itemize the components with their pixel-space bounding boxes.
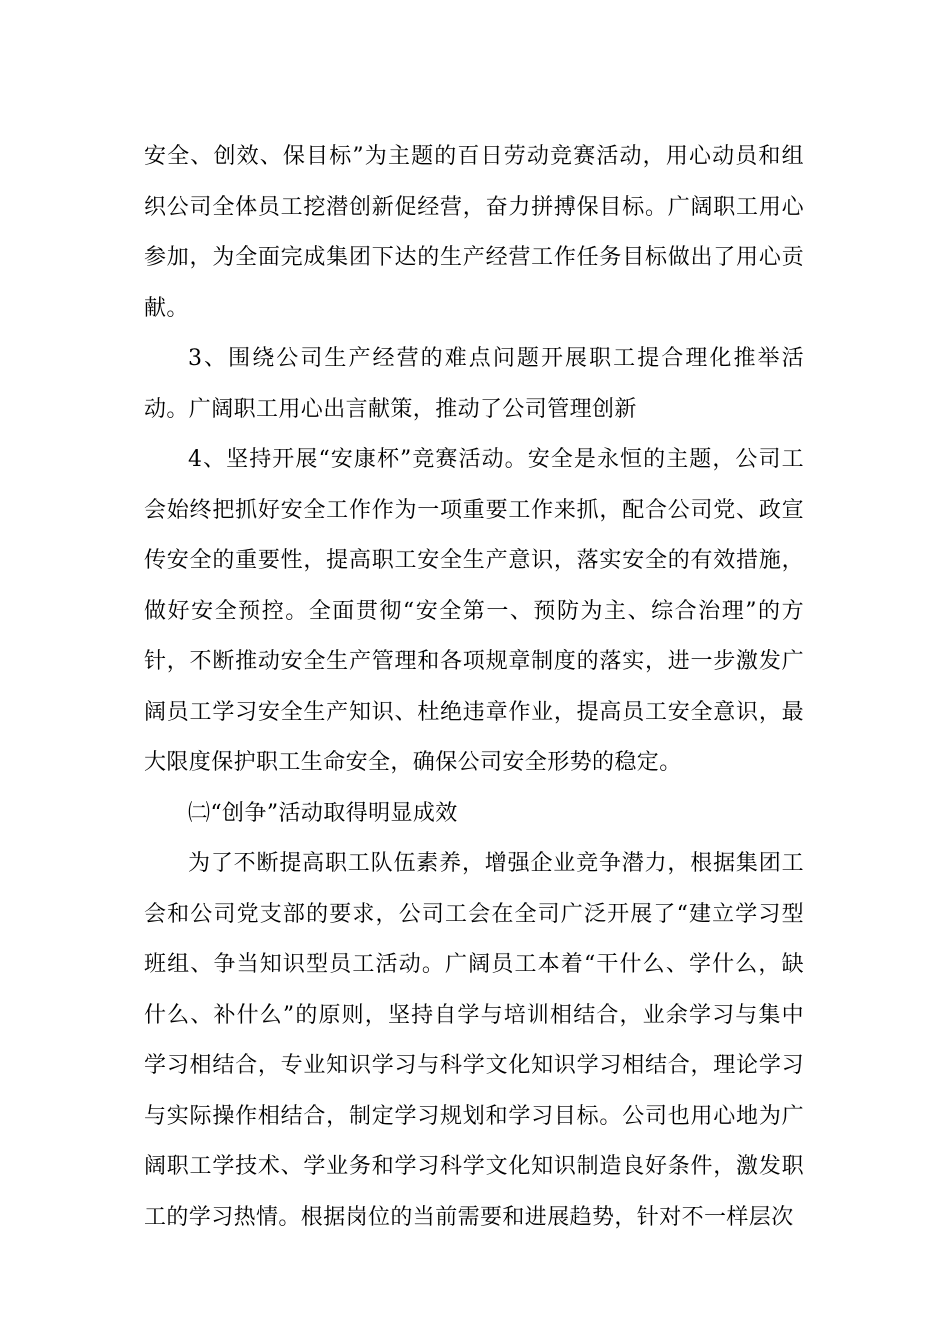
document-body <box>144 132 804 1243</box>
paragraph-item-4: 4、坚持开展“安康杯”竞赛活动。安全是永恒的主题，公司工会始终把抓好安全工作作为一项重要工作来抓，配合公司党、政宣传安全的重要性，提高职工安全生产意识，落实安全的有效措施，做好安全预控。全面贯彻“安全第一、预防为主、综合治理”的方针，不断推动安全生产管理和各项规章制度的落实，进一步激发广阔员工学习安全生产知识、杜绝违章作业，提高员工安全意识，最大限度保护职工生命安全，确保公司安全形势的稳定。 <box>144 447 804 775</box>
paragraph-item-3: 3、围绕公司生产经营的难点问题开展职工提合理化推举活动。广阔职工用心出言献策，推动了公司管理创新 <box>144 346 804 422</box>
paragraph-section-2-body: 为了不断提高职工队伍素养，增强企业竞争潜力，根据集团工会和公司党支部的要求，公司工会在全司广泛开展了“建立学习型班组、争当知识型员工活动。广阔员工本着“干什么、学什么，缺什么、补什么”的原则，坚持自学与培训相结合，业余学习与集中学习相结合，专业知识学习与科学文化知识学习相结合，理论学习与实际操作相结合，制定学习规划和学习目标。公司也用心地为广阔职工学技术、学业务和学习科学文化知识制造良好条件，激发职工的学习热情。根据岗位的当前需要和进展趋势，针对不一样层次 <box>144 851 804 1230</box>
section-heading-2: ㈡“创争”活动取得明显成效 <box>188 800 458 826</box>
paragraph-continuation: 安全、创效、保目标”为主题的百日劳动竞赛活动，用心动员和组织公司全体员工挖潜创新促经营，奋力拼搏保目标。广阔职工用心参加，为全面完成集团下达的生产经营工作任务目标做出了用心贡献。 <box>144 144 804 321</box>
